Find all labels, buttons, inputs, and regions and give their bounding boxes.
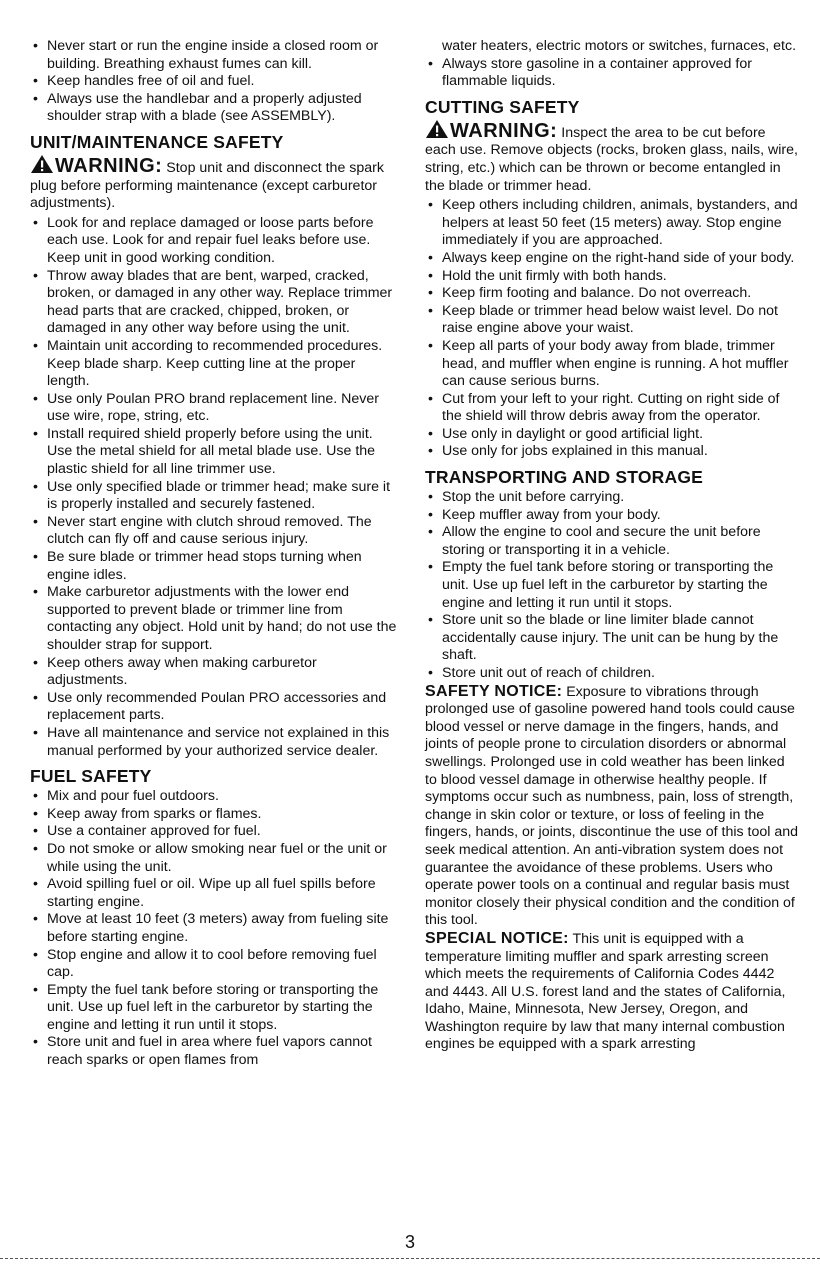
- list-item: • Do not smoke or allow smoking near fuel or the unit or while using the unit.: [30, 841, 400, 876]
- special-notice: [425, 930, 800, 1054]
- list-item: • Always keep engine on the right-hand side of your body.: [425, 250, 800, 268]
- list-item: • Throw away blades that are bent, warped, cracked, broken, or damaged in any other way. Replace trimmer head parts that are cracked, chipped, broken, or damaged in any other way before using the unit.: [30, 268, 400, 338]
- list-item: • Always store gasoline in a container approved for flammable liquids.: [425, 56, 800, 91]
- list-item: • Use only Poulan PRO brand replacement line. Never use wire, rope, string, etc.: [30, 391, 400, 426]
- list-item: • Keep others including children, animals, bystanders, and helpers at least 50 feet (15 meters) away. Stop engine immediately if you are approached.: [425, 197, 800, 250]
- warning-text: Inspect the area to be cut before each use. Remove objects (rocks, broken glass, nails, wire, string, etc.) which can be thrown or become entangled in the blade or trimmer head.: [425, 124, 798, 194]
- list-item: • Keep muffler away from your body.: [425, 507, 800, 525]
- special-notice-label: SPECIAL NOTICE:: [425, 929, 569, 947]
- bottom-divider: [0, 1258, 820, 1259]
- list-item: • Use only in daylight or good artificial light.: [425, 426, 800, 444]
- list-item: • Keep all parts of your body away from blade, trimmer head, and muffler when engine is running. A hot muffler can cause serious burns.: [425, 338, 800, 391]
- list-item: • Use only recommended Poulan PRO accessories and replacement parts.: [30, 690, 400, 725]
- list-item: • Keep others away when making carburetor adjustments.: [30, 655, 400, 690]
- safety-notice-label: SAFETY NOTICE:: [425, 682, 563, 700]
- list-item: • Keep handles free of oil and fuel.: [30, 73, 400, 91]
- left-column: [30, 38, 400, 1070]
- list-item: • Never start or run the engine inside a closed room or building. Breathing exhaust fumes can kill.: [30, 38, 400, 73]
- list-item: • Empty the fuel tank before storing or transporting the unit. Use up fuel left in the carburetor by starting the engine and letting it run until it stops.: [425, 559, 800, 612]
- cutting-safety-heading: CUTTING SAFETY: [425, 96, 580, 117]
- list-item: • Look for and replace damaged or loose parts before each use. Look for and repair fuel leaks before use. Keep unit in good working condition.: [30, 215, 400, 268]
- warning-text: Stop unit and disconnect the spark plug before performing maintenance (except carburetor adjustments).: [30, 159, 384, 212]
- safety-notice: [425, 683, 800, 930]
- list-item: • Install required shield properly before using the unit. Use the metal shield for all metal blade use. Use the plastic shield for all line trimmer use.: [30, 426, 400, 479]
- list-item: • Keep away from sparks or flames.: [30, 806, 400, 824]
- list-item: • Never start engine with clutch shroud removed. The clutch can fly off and cause serious injury.: [30, 514, 400, 549]
- list-item: • Allow the engine to cool and secure the unit before storing or transporting it in a vehicle.: [425, 524, 800, 559]
- unit-warning: [30, 154, 400, 213]
- list-item: • Use only specified blade or trimmer head; make sure it is properly installed and securely fastened.: [30, 479, 400, 514]
- fuel-safety-list-continued: [425, 56, 800, 91]
- list-item: • Use a container approved for fuel.: [30, 823, 400, 841]
- list-item: • Maintain unit according to recommended procedures. Keep blade sharp. Keep cutting line at the proper length.: [30, 338, 400, 391]
- list-item: • Keep firm footing and balance. Do not overreach.: [425, 285, 800, 303]
- list-item: • Have all maintenance and service not explained in this manual performed by your authorized service dealer.: [30, 725, 400, 760]
- list-item: • Store unit out of reach of children.: [425, 665, 800, 683]
- page-number: 3: [404, 1232, 415, 1252]
- list-item: • Cut from your left to your right. Cutting on right side of the shield will throw debris away from the operator.: [425, 391, 800, 426]
- right-column: [425, 38, 800, 1054]
- cutting-warning: [425, 119, 800, 195]
- list-item: • Be sure blade or trimmer head stops turning when engine idles.: [30, 549, 400, 584]
- transport-storage-heading: TRANSPORTING AND STORAGE: [425, 467, 704, 488]
- list-item: • Stop engine and allow it to cool before removing fuel cap.: [30, 947, 400, 982]
- fuel-safety-heading: FUEL SAFETY: [30, 766, 152, 787]
- engine-safety-list: [30, 38, 400, 126]
- list-item: • Keep blade or trimmer head below waist level. Do not raise engine above your waist.: [425, 303, 800, 338]
- fuel-safety-list: [30, 788, 400, 1070]
- warning-label: WARNING:: [55, 154, 163, 177]
- list-item: • Store unit so the blade or line limiter blade cannot accidentally cause injury. The unit can be hung by the shaft.: [425, 612, 800, 665]
- list-item: • Empty the fuel tank before storing or transporting the unit. Use up fuel left in the carburetor by starting the engine and letting it run until it stops.: [30, 982, 400, 1035]
- list-item: • Make carburetor adjustments with the lower end supported to prevent blade or trimmer line from contacting any object. Hold unit by hand; do not use the shoulder strap for support.: [30, 584, 400, 654]
- unit-maintenance-heading: UNIT/MAINTENANCE SAFETY: [30, 131, 284, 152]
- list-item: • Use only for jobs explained in this manual.: [425, 443, 800, 461]
- list-item: • Hold the unit firmly with both hands.: [425, 268, 800, 286]
- list-item: • Store unit and fuel in area where fuel vapors cannot reach sparks or open flames from: [30, 1034, 400, 1069]
- warning-triangle-icon: [425, 119, 449, 139]
- safety-notice-text: Exposure to vibrations through prolonged use of gasoline powered hand tools could cause blood vessel or nerve damage in the fingers, hands, and joints of people prone to circulation disorders or abnormal swellings. Prolonged use in cold weather has been linked to blood vessel damage in otherwise healthy people. If symptoms occur such as numbness, pain, loss of strength, change in skin color or texture, or loss of feeling in the fingers, hands, or joints, discontinue the use of this tool and seek medical attention. An anti-vibration system does not guarantee the avoidance of these problems. Users who operate power tools on a continual and regular basis must monitor closely their physical condition and the condition of this tool.: [425, 683, 799, 929]
- cutting-safety-list: [425, 197, 800, 461]
- list-item: • Stop the unit before carrying.: [425, 489, 800, 507]
- list-item: • Avoid spilling fuel or oil. Wipe up all fuel spills before starting engine.: [30, 876, 400, 911]
- unit-maintenance-list: [30, 215, 400, 760]
- transport-storage-list: [425, 489, 800, 683]
- list-item: • Mix and pour fuel outdoors.: [30, 788, 400, 806]
- special-notice-text: This unit is equipped with a temperature limiting muffler and spark arresting screen which meets the requirements of California Codes 4442 and 4443. All U.S. forest land and the states of California, Idaho, Maine, Minnesota, New Jersey, Oregon, and Washington require by law that many internal combustion engines be equipped with a spark arresting: [425, 930, 786, 1053]
- list-item: • Always use the handlebar and a properly adjusted shoulder strap with a blade (see ASSEMBLY).: [30, 91, 400, 126]
- fuel-continuation-text: water heaters, electric motors or switches, furnaces, etc.: [442, 38, 797, 54]
- warning-triangle-icon: [30, 154, 54, 174]
- list-item: • Move at least 10 feet (3 meters) away from fueling site before starting engine.: [30, 911, 400, 946]
- warning-label: WARNING:: [450, 119, 558, 142]
